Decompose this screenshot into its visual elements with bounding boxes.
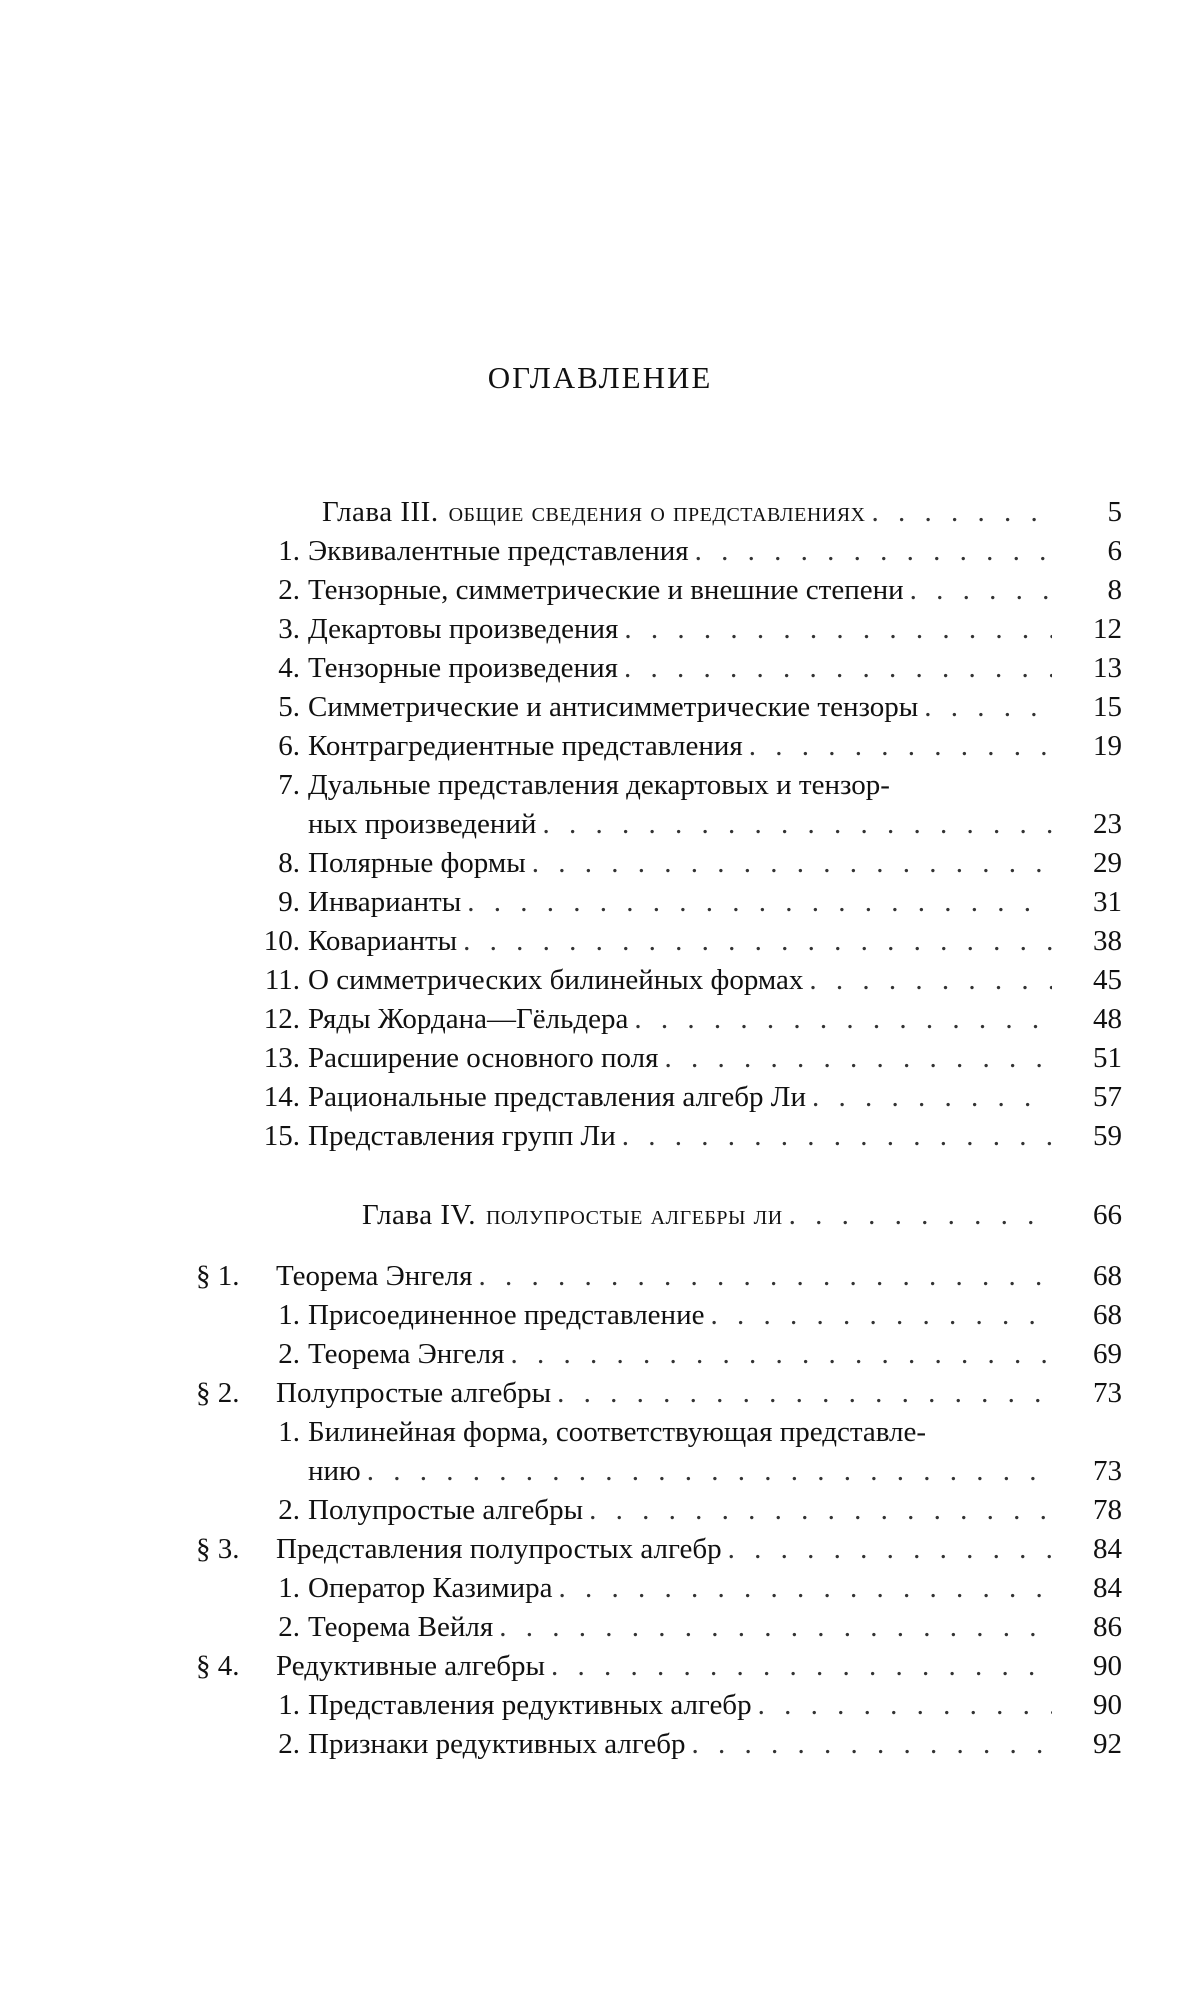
item-number: 7. bbox=[278, 769, 300, 801]
item-number: 1. bbox=[278, 1572, 300, 1604]
item-title: Симметрические и антисимметрические тензоры bbox=[308, 691, 919, 723]
item-number: 3. bbox=[278, 613, 300, 645]
item-number: 2. bbox=[278, 1611, 300, 1643]
item-title: Представления групп Ли bbox=[308, 1120, 616, 1152]
toc-item[interactable] bbox=[250, 999, 1122, 1039]
leader-dots bbox=[658, 1038, 1052, 1078]
toc-item[interactable] bbox=[250, 1490, 1122, 1530]
leader-dots bbox=[536, 804, 1052, 844]
toc-item[interactable] bbox=[250, 531, 1122, 571]
page-number: 29 bbox=[1093, 847, 1122, 879]
page-number: 73 bbox=[1093, 1377, 1122, 1409]
item-title: Дуальные представления декартовых и тензор- bbox=[308, 769, 890, 801]
item-title: Теорема Вейля bbox=[308, 1611, 494, 1643]
item-title: Декартовы произведения bbox=[308, 613, 619, 645]
page-number: 57 bbox=[1093, 1081, 1122, 1113]
page-number: 38 bbox=[1093, 925, 1122, 957]
item-title: Тензорные, симметрические и внешние степени bbox=[308, 574, 904, 606]
leader-dots bbox=[806, 1077, 1052, 1117]
item-title: Представления редуктивных алгебр bbox=[308, 1689, 752, 1721]
page-number: 6 bbox=[1107, 535, 1122, 567]
leader-dots bbox=[783, 1195, 1052, 1235]
chapter-name: общие сведения о представлениях bbox=[448, 496, 866, 528]
section-entry[interactable] bbox=[196, 1529, 1122, 1569]
section-title: Полупростые алгебры bbox=[276, 1377, 552, 1409]
item-number: 8. bbox=[278, 847, 300, 879]
page-number: 59 bbox=[1093, 1120, 1122, 1152]
item-title: О симметрических билинейных формах bbox=[308, 964, 804, 996]
toc-item[interactable] bbox=[250, 648, 1122, 688]
chapter-prefix: Глава IV. bbox=[362, 1199, 476, 1231]
leader-dots bbox=[628, 999, 1052, 1039]
page-number: 69 bbox=[1093, 1338, 1122, 1370]
page-number: 90 bbox=[1093, 1689, 1122, 1721]
leader-dots bbox=[553, 1568, 1052, 1608]
chapter-prefix: Глава III. bbox=[322, 496, 439, 528]
toc-item[interactable] bbox=[250, 1295, 1122, 1335]
section-entry[interactable] bbox=[196, 1373, 1122, 1413]
item-number: 9. bbox=[278, 886, 300, 918]
leader-dots bbox=[918, 687, 1052, 727]
chapter-name: полупростые алгебры ли bbox=[485, 1199, 783, 1231]
item-title: Тензорные произведения bbox=[308, 652, 618, 684]
section-title: Представления полупростых алгебр bbox=[276, 1533, 722, 1565]
toc-item[interactable] bbox=[250, 1412, 1122, 1452]
leader-dots bbox=[457, 921, 1052, 961]
item-title: Инварианты bbox=[308, 886, 462, 918]
section-title: Редуктивные алгебры bbox=[276, 1650, 545, 1682]
toc-item[interactable] bbox=[250, 1685, 1122, 1725]
toc-item[interactable] bbox=[250, 765, 1122, 805]
item-title-continued: нию bbox=[308, 1455, 361, 1487]
item-number: 2. bbox=[278, 1494, 300, 1526]
page-number: 92 bbox=[1093, 1728, 1122, 1760]
item-number: 1. bbox=[278, 1689, 300, 1721]
item-number: 1. bbox=[278, 535, 300, 567]
chapter-heading[interactable] bbox=[322, 492, 1122, 532]
leader-dots bbox=[743, 726, 1052, 766]
page-number: 45 bbox=[1093, 964, 1122, 996]
item-number: 2. bbox=[278, 574, 300, 606]
leader-dots bbox=[583, 1490, 1052, 1530]
item-number: 2. bbox=[278, 1338, 300, 1370]
item-number: 10. bbox=[263, 925, 300, 957]
toc-item[interactable] bbox=[250, 1116, 1122, 1156]
page-number: 86 bbox=[1093, 1611, 1122, 1643]
item-number: 1. bbox=[278, 1416, 300, 1448]
item-number: 11. bbox=[264, 964, 300, 996]
leader-dots bbox=[526, 843, 1052, 883]
leader-dots bbox=[704, 1295, 1052, 1335]
item-number: 12. bbox=[263, 1003, 300, 1035]
toc-item[interactable] bbox=[250, 726, 1122, 766]
toc-item[interactable] bbox=[250, 921, 1122, 961]
item-title: Полярные формы bbox=[308, 847, 526, 879]
leader-dots bbox=[505, 1334, 1053, 1374]
toc-item[interactable] bbox=[250, 570, 1122, 610]
toc-item[interactable] bbox=[250, 1607, 1122, 1647]
item-title: Теорема Энгеля bbox=[308, 1338, 505, 1370]
leader-dots bbox=[866, 492, 1053, 532]
item-title: Полупростые алгебры bbox=[308, 1494, 584, 1526]
item-title: Признаки редуктивных алгебр bbox=[308, 1728, 686, 1760]
item-title: Ряды Жордана—Гёльдера bbox=[308, 1003, 629, 1035]
item-number: 4. bbox=[278, 652, 300, 684]
page-number: 78 bbox=[1093, 1494, 1122, 1526]
page-number: 5 bbox=[1107, 496, 1122, 528]
toc-item[interactable] bbox=[250, 687, 1122, 727]
page-number: 48 bbox=[1093, 1003, 1122, 1035]
leader-dots bbox=[618, 648, 1052, 688]
leader-dots bbox=[545, 1646, 1052, 1686]
chapter-heading[interactable] bbox=[362, 1195, 1122, 1235]
toc-item[interactable] bbox=[250, 1724, 1122, 1764]
leader-dots bbox=[752, 1685, 1052, 1725]
toc-item[interactable] bbox=[250, 1038, 1122, 1078]
toc-item[interactable] bbox=[250, 882, 1122, 922]
page-number: 12 bbox=[1093, 613, 1122, 645]
page-number: 66 bbox=[1093, 1199, 1122, 1231]
leader-dots bbox=[551, 1373, 1052, 1413]
leader-dots bbox=[722, 1529, 1052, 1569]
leader-dots bbox=[803, 960, 1052, 1000]
leader-dots bbox=[473, 1256, 1053, 1296]
page-number: 23 bbox=[1093, 808, 1122, 840]
leader-dots bbox=[686, 1724, 1053, 1764]
item-title: Контрагредиентные представления bbox=[308, 730, 743, 762]
page-number: 31 bbox=[1093, 886, 1122, 918]
page-number: 19 bbox=[1093, 730, 1122, 762]
toc-item-continuation[interactable] bbox=[308, 1451, 1122, 1491]
leader-dots bbox=[493, 1607, 1052, 1647]
toc-item[interactable] bbox=[250, 1077, 1122, 1117]
leader-dots bbox=[461, 882, 1052, 922]
toc-item[interactable] bbox=[250, 1334, 1122, 1374]
item-number: 5. bbox=[278, 691, 300, 723]
item-number: 15. bbox=[263, 1120, 300, 1152]
section-entry[interactable] bbox=[196, 1646, 1122, 1686]
toc-item[interactable] bbox=[250, 960, 1122, 1000]
leader-dots bbox=[616, 1116, 1052, 1156]
toc-item[interactable] bbox=[250, 843, 1122, 883]
page-number: 84 bbox=[1093, 1533, 1122, 1565]
section-number: § 2. bbox=[196, 1377, 240, 1409]
section-number: § 3. bbox=[196, 1533, 240, 1565]
section-number: § 4. bbox=[196, 1650, 240, 1682]
page-title: ОГЛАВЛЕНИЕ bbox=[487, 360, 713, 395]
leader-dots bbox=[689, 531, 1052, 571]
toc-item-continuation[interactable] bbox=[308, 804, 1122, 844]
page-number: 13 bbox=[1093, 652, 1122, 684]
page-number: 68 bbox=[1093, 1260, 1122, 1292]
page-number: 15 bbox=[1093, 691, 1122, 723]
toc-item[interactable] bbox=[250, 1568, 1122, 1608]
page-number: 90 bbox=[1093, 1650, 1122, 1682]
item-title: Расширение основного поля bbox=[308, 1042, 659, 1074]
item-number: 1. bbox=[278, 1299, 300, 1331]
item-title: Эквивалентные представления bbox=[308, 535, 689, 567]
toc-item[interactable] bbox=[250, 609, 1122, 649]
page-number: 51 bbox=[1093, 1042, 1122, 1074]
item-title: Оператор Казимира bbox=[308, 1572, 553, 1604]
leader-dots bbox=[904, 570, 1052, 610]
page-number: 8 bbox=[1107, 574, 1122, 606]
page-number: 84 bbox=[1093, 1572, 1122, 1604]
item-number: 2. bbox=[278, 1728, 300, 1760]
item-title: Коварианты bbox=[308, 925, 458, 957]
item-number: 14. bbox=[263, 1081, 300, 1113]
leader-dots bbox=[618, 609, 1052, 649]
section-title: Теорема Энгеля bbox=[276, 1260, 473, 1292]
item-title: Билинейная форма, соответствующая представле- bbox=[308, 1416, 927, 1448]
item-title: Присоединенное представление bbox=[308, 1299, 705, 1331]
section-number: § 1. bbox=[196, 1260, 240, 1292]
page-number: 73 bbox=[1093, 1455, 1122, 1487]
item-number: 6. bbox=[278, 730, 300, 762]
item-title-continued: ных произведений bbox=[308, 808, 537, 840]
item-number: 13. bbox=[263, 1042, 300, 1074]
section-entry[interactable] bbox=[196, 1256, 1122, 1296]
page-number: 68 bbox=[1093, 1299, 1122, 1331]
item-title: Рациональные представления алгебр Ли bbox=[308, 1081, 806, 1113]
leader-dots bbox=[361, 1451, 1052, 1491]
